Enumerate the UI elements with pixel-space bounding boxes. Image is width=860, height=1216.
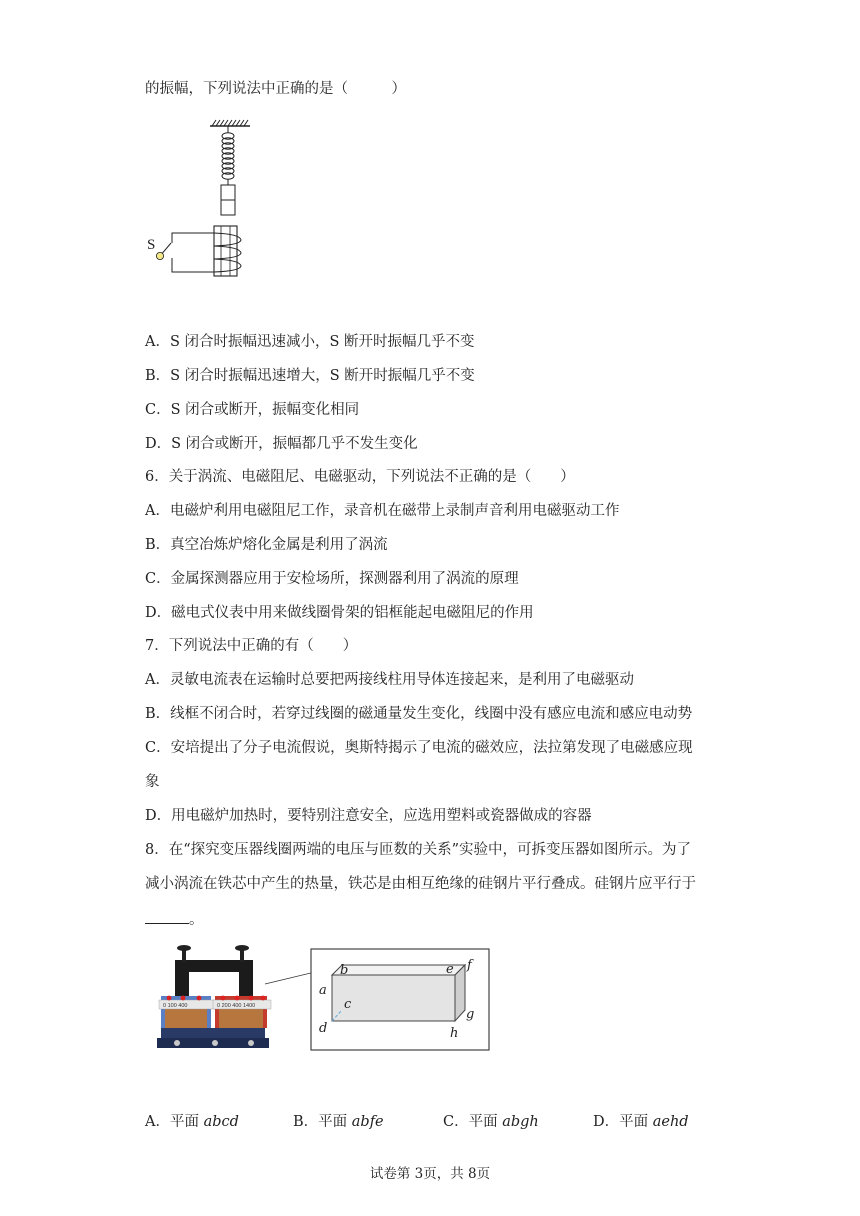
q5-option-b: B．S 闭合时振幅迅速增大，S 断开时振幅几乎不变 bbox=[145, 368, 475, 384]
q6-option-a: A．电磁炉利用电磁阻尼工作，录音机在磁带上录制声音利用电磁驱动工作 bbox=[145, 503, 620, 519]
q8-options bbox=[145, 1110, 745, 1130]
right-coil-scale: 0 200 400 1400 bbox=[217, 1003, 256, 1009]
q5-spring-coil-figure bbox=[140, 115, 270, 285]
q6-stem: 6．关于涡流、电磁阻尼、电磁驱动，下列说法不正确的是（ ） bbox=[145, 469, 575, 485]
q6-option-c: C．金属探测器应用于安检场所，探测器利用了涡流的原理 bbox=[145, 571, 519, 587]
q6-option-b: B．真空冶炼炉熔化金属是利用了涡流 bbox=[145, 537, 388, 553]
q8-option-c-prefix: C．平面 bbox=[443, 1114, 503, 1130]
q7-option-c-wrap: 象 bbox=[145, 774, 160, 790]
q5-option-a: A．S 闭合时振幅迅速减小，S 断开时振幅几乎不变 bbox=[145, 334, 475, 350]
q6-option-d: D．磁电式仪表中用来做线圈骨架的铝框能起电磁阻尼的作用 bbox=[145, 605, 534, 621]
page-footer: 试卷第 3页，共 8页 bbox=[369, 1166, 491, 1182]
vertex-label-e: e bbox=[446, 962, 454, 977]
vertex-label-a: a bbox=[319, 983, 327, 998]
transformer-photo bbox=[155, 942, 315, 1060]
q7-option-c: C．安培提出了分子电流假说，奥斯特揭示了电流的磁效应，法拉第发现了电磁感应现 bbox=[145, 740, 693, 756]
answer-blank[interactable] bbox=[145, 908, 189, 924]
vertex-label-d: d bbox=[319, 1021, 328, 1036]
steel-block-diagram bbox=[310, 948, 490, 1052]
q7-option-d: D．用电磁炉加热时，要特别注意安全，应选用塑料或瓷器做成的容器 bbox=[145, 808, 592, 824]
q8-option-a-prefix: A．平面 bbox=[145, 1114, 204, 1130]
vertex-label-g: g bbox=[466, 1007, 475, 1022]
q8-option-b bbox=[293, 1110, 384, 1131]
vertex-label-b: b bbox=[340, 963, 349, 978]
q8-option-d bbox=[593, 1110, 689, 1131]
q7-stem: 7．下列说法中正确的有（ ） bbox=[145, 638, 358, 654]
left-coil-scale: 0 100 400 bbox=[163, 1003, 188, 1009]
q8-stem-line2: 减小涡流在铁芯中产生的热量，铁芯是由相互绝缘的硅钢片平行叠成。硅钢片应平行于 bbox=[145, 876, 696, 892]
switch-label: S bbox=[147, 237, 156, 253]
vertex-label-h: h bbox=[450, 1026, 459, 1041]
q8-stem-period: 。 bbox=[189, 912, 204, 928]
vertex-label-f: f bbox=[467, 958, 472, 973]
q5-stem-tail: 的振幅，下列说法中正确的是（ ） bbox=[145, 81, 406, 97]
q5-option-d: D．S 闭合或断开，振幅都几乎不发生变化 bbox=[145, 436, 418, 452]
q7-option-b: B．线框不闭合时，若穿过线圈的磁通量发生变化，线圈中没有感应电流和感应电动势 bbox=[145, 706, 693, 722]
vertex-label-c: c bbox=[344, 997, 352, 1012]
q8-option-d-prefix: D．平面 bbox=[593, 1114, 653, 1130]
q8-option-d-plane: aehd bbox=[652, 1114, 689, 1130]
q8-option-b-plane: abfe bbox=[351, 1114, 384, 1130]
q8-option-c bbox=[443, 1110, 539, 1131]
q8-stem-line1: 8．在“探究变压器线圈两端的电压与匝数的关系”实验中，可拆变压器如图所示。为了 bbox=[145, 842, 692, 858]
q8-option-b-prefix: B．平面 bbox=[293, 1114, 352, 1130]
q8-option-c-plane: abgh bbox=[502, 1114, 539, 1130]
q8-stem-line3 bbox=[145, 908, 204, 930]
q8-option-a bbox=[145, 1110, 239, 1131]
q8-option-a-plane: abcd bbox=[203, 1114, 239, 1130]
q7-option-a: A．灵敏电流表在运输时总要把两接线柱用导体连接起来，是利用了电磁驱动 bbox=[145, 672, 634, 688]
q5-option-c: C．S 闭合或断开，振幅变化相同 bbox=[145, 402, 360, 418]
